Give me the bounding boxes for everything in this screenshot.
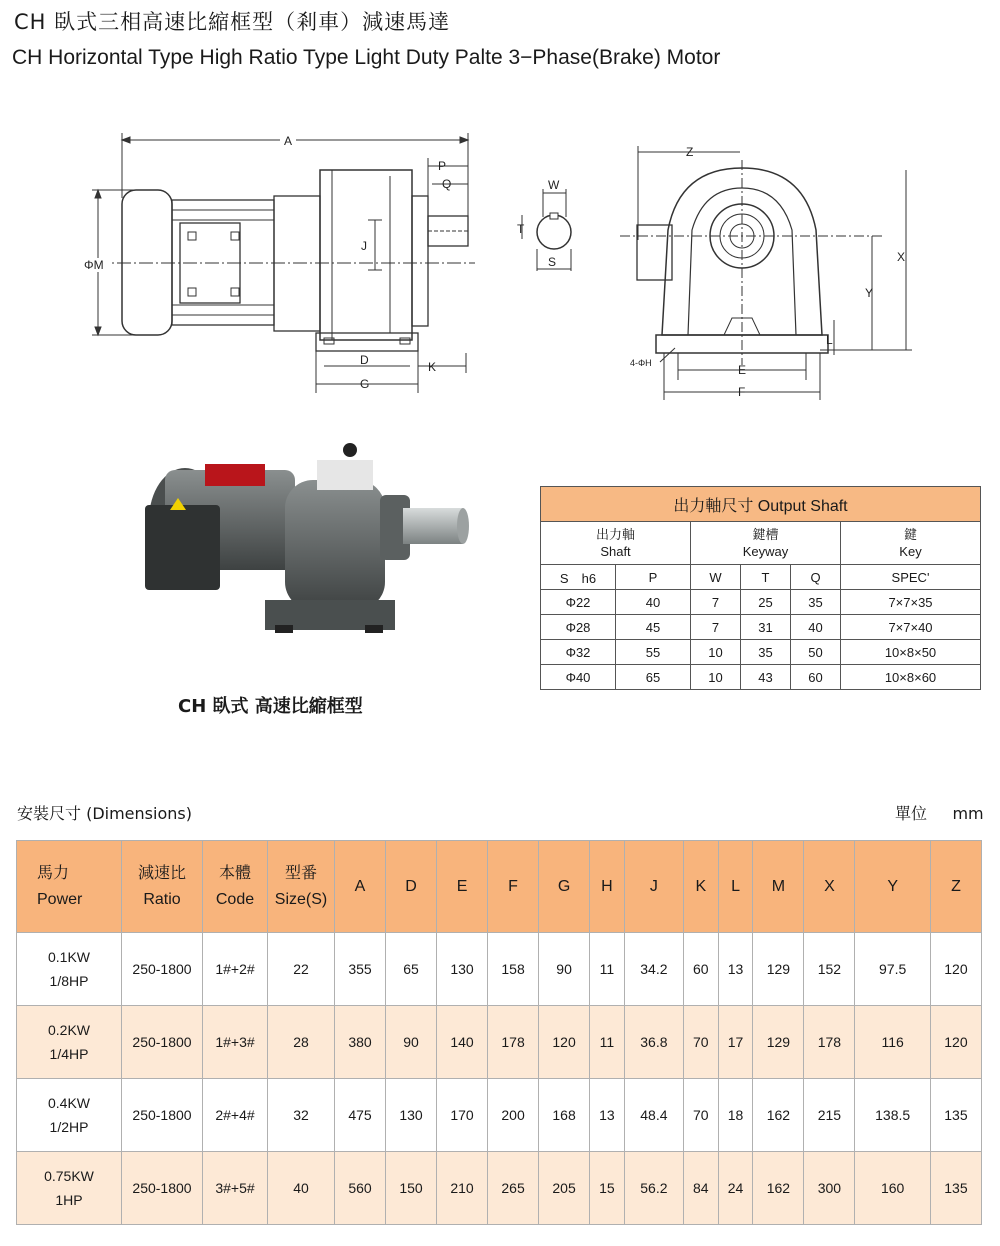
table-row: Φ22 40 7 25 35 7×7×35 [541, 590, 981, 615]
col-w: W [691, 565, 741, 590]
header-size: 型番 Size(S) [268, 841, 335, 933]
table-row: 0.1KW 1/8HP 250-1800 1#+2# 22 355 65 130 158 90 11 34.2 60 13 129 152 97.5 120 [17, 933, 982, 1006]
label-t: T [517, 222, 525, 236]
dimensions-table [16, 840, 982, 1225]
group-keyway: 鍵槽 Keyway [691, 522, 841, 565]
header-f: F [488, 841, 539, 933]
label-f: F [738, 385, 746, 399]
label-l: L [826, 333, 833, 347]
header-z: Z [930, 841, 981, 933]
header-m: M [753, 841, 804, 933]
col-s: S h6 [541, 565, 616, 590]
header-d: D [386, 841, 437, 933]
label-s: S [548, 255, 557, 269]
dimensions-title: 安裝尺寸 (Dimensions) [17, 804, 192, 823]
header-code: 本體 Code [203, 841, 268, 933]
label-q: Q [442, 177, 452, 191]
col-spec: SPEC' [841, 565, 981, 590]
table-row: Φ28 45 7 31 40 7×7×40 [541, 615, 981, 640]
table-row: 0.75KW 1HP 250-1800 3#+5# 40 560 150 210 265 205 15 56.2 84 24 162 300 160 135 [17, 1152, 982, 1225]
label-m: ΦM [84, 258, 104, 272]
photo-caption: CH 臥式 高速比縮框型 [178, 696, 363, 717]
label-y: Y [865, 286, 874, 300]
header-a: A [335, 841, 386, 933]
label-x: X [897, 250, 906, 264]
front-view-drawing [620, 140, 920, 409]
table-row: Φ40 65 10 43 60 10×8×60 [541, 665, 981, 690]
table-row: Φ32 55 10 35 50 10×8×50 [541, 640, 981, 665]
header-h: H [590, 841, 625, 933]
label-e: E [738, 363, 747, 377]
label-g: G [360, 377, 370, 391]
label-z: Z [686, 145, 694, 159]
group-key: 鍵 Key [841, 522, 981, 565]
product-photo [135, 440, 475, 665]
label-w: W [548, 178, 560, 192]
shaft-section-drawing [510, 175, 590, 279]
header-l: L [718, 841, 753, 933]
header-power: 馬力 Power [17, 841, 122, 933]
header-k: K [683, 841, 718, 933]
unit-label: 單位 mm [895, 804, 984, 823]
label-p: P [438, 159, 447, 173]
group-shaft: 出力軸 Shaft [541, 522, 691, 565]
label-a: A [284, 134, 293, 148]
col-q: Q [791, 565, 841, 590]
label-k: K [428, 360, 437, 374]
label-j: J [361, 239, 367, 253]
header-g: G [539, 841, 590, 933]
col-p: P [616, 565, 691, 590]
title-english: CH Horizontal Type High Ratio Type Light Duty Palte 3−Phase(Brake) Motor [12, 46, 721, 69]
dimensions-header-row [17, 841, 982, 933]
label-h: 4-ΦH [630, 358, 652, 368]
col-t: T [741, 565, 791, 590]
header-e: E [437, 841, 488, 933]
header-x: X [804, 841, 855, 933]
label-d: D [360, 353, 369, 367]
side-view-drawing [80, 128, 480, 407]
table-row: 0.4KW 1/2HP 250-1800 2#+4# 32 475 130 170 200 168 13 48.4 70 18 162 215 138.5 135 [17, 1079, 982, 1152]
table-row: 0.2KW 1/4HP 250-1800 1#+3# 28 380 90 140 178 120 11 36.8 70 17 129 178 116 120 [17, 1006, 982, 1079]
output-shaft-title: 出力軸尺寸 Output Shaft [541, 487, 981, 522]
header-ratio: 減速比 Ratio [122, 841, 203, 933]
header-y: Y [855, 841, 930, 933]
header-j: J [624, 841, 683, 933]
output-shaft-table [540, 486, 981, 690]
title-chinese: CH 臥式三相高速比縮框型（剎車）減速馬達 [14, 10, 451, 34]
